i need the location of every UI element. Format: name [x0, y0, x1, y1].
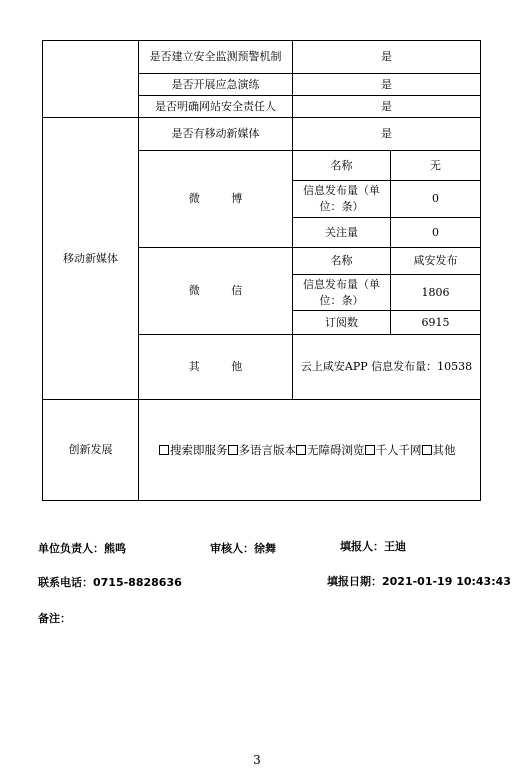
drill-label: 是否开展应急演练	[139, 74, 293, 96]
weibo-posts-label: 信息发布量（单位：条）	[293, 181, 391, 218]
responsible-label: 是否明确网站安全责任人	[139, 96, 293, 118]
checkbox-icon[interactable]	[159, 445, 169, 455]
section-cell-blank	[43, 41, 139, 118]
wechat-subscribers-value: 6915	[391, 311, 481, 335]
wechat-subscribers-label: 订阅数	[293, 311, 391, 335]
reviewer: 审核人：徐舞	[210, 542, 276, 555]
report-table	[42, 40, 481, 501]
innovation-label: 创新发展	[43, 400, 139, 501]
remarks: 备注：	[38, 612, 71, 625]
fill-date: 填报日期：2021-01-19 10:43:43	[327, 575, 511, 588]
other-value: 云上咸安APP 信息发布量：10538	[293, 335, 481, 400]
table-row	[43, 41, 481, 74]
table-row	[43, 118, 481, 151]
wechat-name-label: 名称	[293, 248, 391, 275]
drill-value: 是	[293, 74, 481, 96]
monitoring-value: 是	[293, 41, 481, 74]
unit-head: 单位负责人：熊鸣	[38, 542, 126, 555]
responsible-value: 是	[293, 96, 481, 118]
contact-phone: 联系电话：0715-8828636	[38, 576, 182, 589]
checkbox-icon[interactable]	[422, 445, 432, 455]
weibo-followers-label: 关注量	[293, 218, 391, 248]
innovation-option[interactable]: 千人千网	[365, 443, 422, 457]
wechat-posts-value: 1806	[391, 275, 481, 311]
has-media-value: 是	[293, 118, 481, 151]
checkbox-icon[interactable]	[296, 445, 306, 455]
has-media-label: 是否有移动新媒体	[139, 118, 293, 151]
innovation-option[interactable]: 搜索即服务	[159, 443, 228, 457]
wechat-name-value: 咸安发布	[391, 248, 481, 275]
wechat-posts-label: 信息发布量（单位：条）	[293, 275, 391, 311]
innovation-option[interactable]: 其他	[422, 443, 456, 457]
weibo-label: 微 博	[139, 151, 293, 248]
innovation-option[interactable]: 多语言版本	[228, 443, 297, 457]
monitoring-label: 是否建立安全监测预警机制	[139, 41, 293, 74]
checkbox-icon[interactable]	[228, 445, 238, 455]
innovation-option[interactable]: 无障碍浏览	[296, 443, 365, 457]
other-label: 其 他	[139, 335, 293, 400]
weibo-followers-value: 0	[391, 218, 481, 248]
weibo-name-label: 名称	[293, 151, 391, 181]
checkbox-icon[interactable]	[365, 445, 375, 455]
weibo-posts-value: 0	[391, 181, 481, 218]
innovation-options	[139, 400, 481, 501]
weibo-name-value: 无	[391, 151, 481, 181]
page-number: 3	[253, 753, 261, 767]
media-section-label: 移动新媒体	[43, 118, 139, 400]
filler: 填报人：王迪	[340, 540, 406, 553]
wechat-label: 微 信	[139, 248, 293, 335]
table-row	[43, 400, 481, 501]
